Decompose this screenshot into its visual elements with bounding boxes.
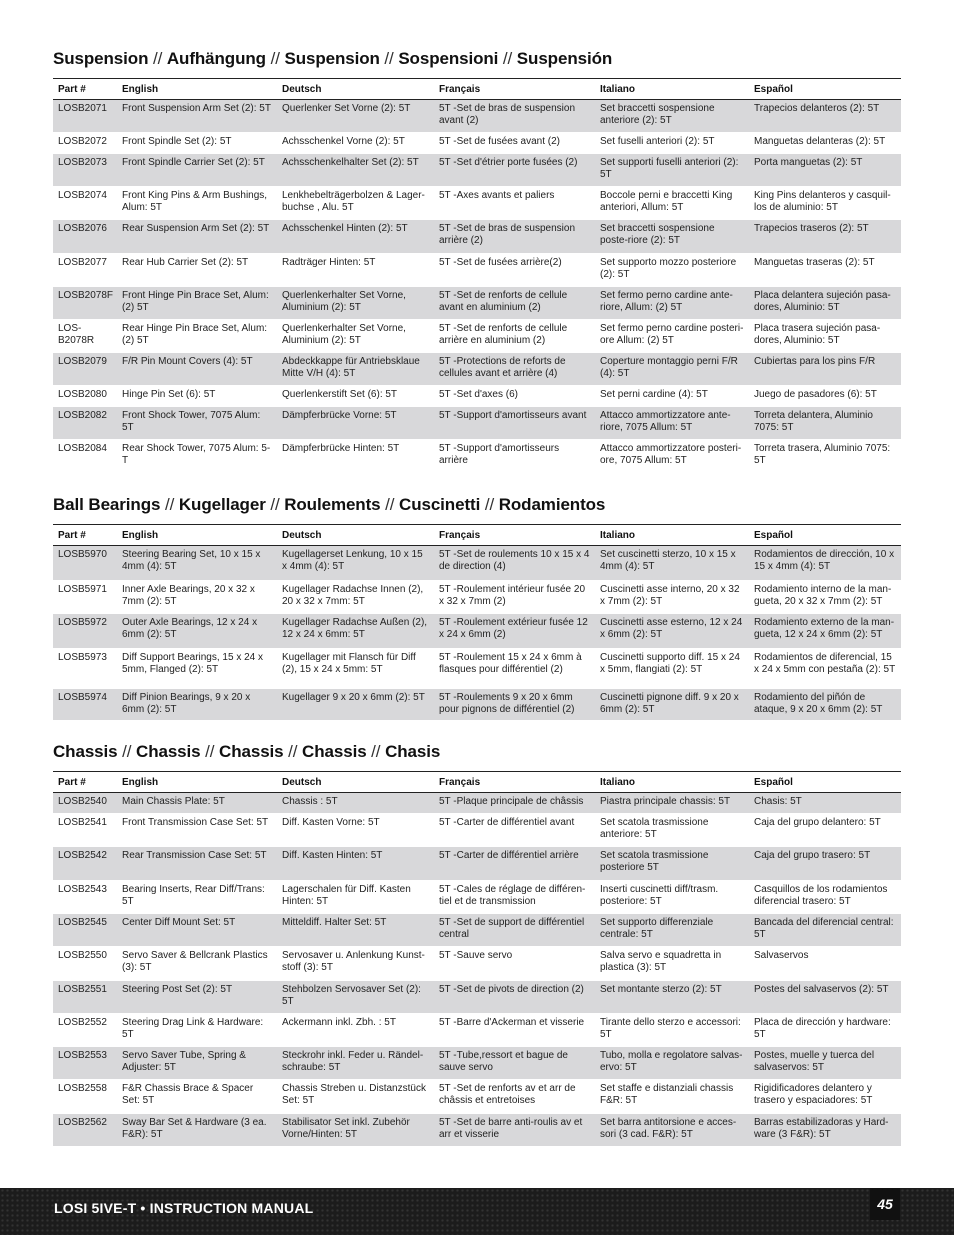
italiano-cell: Boccole perni e braccetti King anteriori, Allum: 5T <box>595 187 749 220</box>
part-number-cell: LOSB2551 <box>53 981 117 1014</box>
espanol-cell: Rodamiento del piñón de ataque, 9 x 20 x 6mm (2): 5T <box>749 689 901 721</box>
english-cell: Bearing Inserts, Rear Diff/Trans: 5T <box>117 881 277 914</box>
espanol-cell: Porta manguetas (2): 5T <box>749 154 901 187</box>
part-number-cell: LOSB2545 <box>53 914 117 947</box>
espanol-cell: Chasis: 5T <box>749 793 901 814</box>
english-cell: Front King Pins & Arm Bushings, Alum: 5T <box>117 187 277 220</box>
column-header: Part # <box>58 83 86 95</box>
italiano-cell: Tubo, molla e regolatore salvas-ervo: 5T <box>595 1047 749 1080</box>
english-cell: Hinge Pin Set (6): 5T <box>117 386 277 407</box>
table-row <box>53 881 901 914</box>
francais-cell: 5T -Support d'amortisseurs arrière <box>434 440 595 485</box>
francais-cell: 5T -Set de fusées avant (2) <box>434 133 595 154</box>
column-header: Français <box>439 83 481 95</box>
column-header: Italiano <box>600 529 636 541</box>
page-number: 45 <box>870 1188 900 1220</box>
english-cell: F/R Pin Mount Covers (4): 5T <box>117 353 277 386</box>
espanol-cell: Trapecios traseros (2): 5T <box>749 220 901 254</box>
italiano-cell: Set scatola trasmissione posteriore 5T <box>595 847 749 881</box>
table-row <box>53 320 901 353</box>
deutsch-cell: Ackermann inkl. Zbh. : 5T <box>277 1014 434 1047</box>
espanol-cell: Postes, muelle y tuerca del salvaservos: 5T <box>749 1047 901 1080</box>
italiano-cell: Cuscinetti pignone diff. 9 x 20 x 6mm (2): 5T <box>595 689 749 721</box>
part-number-cell: LOSB5970 <box>53 546 117 581</box>
english-cell: Rear Hub Carrier Set (2): 5T <box>117 254 277 287</box>
francais-cell: 5T -Set d'axes (6) <box>434 386 595 407</box>
column-header: Español <box>754 83 793 95</box>
table-row <box>53 793 901 814</box>
deutsch-cell: Kugellager Radachse Außen (2), 12 x 24 x 6mm: 5T <box>277 614 434 649</box>
deutsch-cell: Stehbolzen Servosaver Set (2): 5T <box>277 981 434 1014</box>
part-number-cell: LOSB2073 <box>53 154 117 187</box>
francais-cell: 5T -Set de support de différentiel central <box>434 914 595 947</box>
francais-cell: 5T -Roulement 15 x 24 x 6mm à flasques pour différentiel (2) <box>434 649 595 689</box>
part-number-cell: LOSB2084 <box>53 440 117 485</box>
italiano-cell: Set scatola trasmissione anteriore: 5T <box>595 814 749 847</box>
deutsch-cell: Kugellagerset Lenkung, 10 x 15 x 4mm (4): 5T <box>277 546 434 581</box>
deutsch-cell: Lagerschalen für Diff. Kasten Hinten: 5T <box>277 881 434 914</box>
espanol-cell: Caja del grupo trasero: 5T <box>749 847 901 881</box>
column-header: Español <box>754 776 793 788</box>
english-cell: Front Suspension Arm Set (2): 5T <box>117 100 277 133</box>
part-number-cell: LOS-B2078R <box>53 320 117 353</box>
italiano-cell: Salva servo e squadretta in plastica (3): 5T <box>595 947 749 981</box>
italiano-cell: Set supporti fuselli anteriori (2): 5T <box>595 154 749 187</box>
espanol-cell: Manguetas delanteras (2): 5T <box>749 133 901 154</box>
table-row <box>53 254 901 287</box>
deutsch-cell: Querlenkerhalter Set Vorne, Aluminium (2): 5T <box>277 287 434 320</box>
part-number-cell: LOSB2552 <box>53 1014 117 1047</box>
francais-cell: 5T -Set de renforts de cellule avant en aluminium (2) <box>434 287 595 320</box>
francais-cell: 5T -Set de roulements 10 x 15 x 4 de direction (4) <box>434 546 595 581</box>
espanol-cell: Postes del salvaservos (2): 5T <box>749 981 901 1014</box>
english-cell: Servo Saver & Bellcrank Plastics (3): 5T <box>117 947 277 981</box>
part-number-cell: LOSB2540 <box>53 793 117 814</box>
table-row <box>53 614 901 649</box>
francais-cell: 5T -Cales de réglage de différen-tiel et de transmission <box>434 881 595 914</box>
table-row <box>53 581 901 614</box>
italiano-cell: Set perni cardine (4): 5T <box>595 386 749 407</box>
column-header: English <box>122 776 159 788</box>
english-cell: Inner Axle Bearings, 20 x 32 x 7mm (2): 5T <box>117 581 277 614</box>
espanol-cell: Casquillos de los rodamientos diferencial trasero: 5T <box>749 881 901 914</box>
deutsch-cell: Kugellager 9 x 20 x 6mm (2): 5T <box>277 689 434 721</box>
francais-cell: 5T -Set d'étrier porte fusées (2) <box>434 154 595 187</box>
italiano-cell: Cuscinetti asse interno, 20 x 32 x 7mm (2): 5T <box>595 581 749 614</box>
deutsch-cell: Achsschenkel Vorne (2): 5T <box>277 133 434 154</box>
espanol-cell: Rodamientos de diferencial, 15 x 24 x 5mm con pestaña (2): 5T <box>749 649 901 689</box>
italiano-cell: Inserti cuscinetti diff/trasm. posteriore: 5T <box>595 881 749 914</box>
francais-cell: 5T -Protections de reforts de cellules avant et arrière (4) <box>434 353 595 386</box>
italiano-cell: Set cuscinetti sterzo, 10 x 15 x 4mm (4): 5T <box>595 546 749 581</box>
espanol-cell: Cubiertas para los pins F/R <box>749 353 901 386</box>
part-number-cell: LOSB2074 <box>53 187 117 220</box>
francais-cell: 5T -Roulements 9 x 20 x 6mm pour pignons de différentiel (2) <box>434 689 595 721</box>
espanol-cell: Bancada del diferencial central: 5T <box>749 914 901 947</box>
english-cell: Rear Shock Tower, 7075 Alum: 5-T <box>117 440 277 485</box>
francais-cell: 5T -Tube,ressort et bague de sauve servo <box>434 1047 595 1080</box>
francais-cell: 5T -Axes avants et paliers <box>434 187 595 220</box>
english-cell: Steering Post Set (2): 5T <box>117 981 277 1014</box>
italiano-cell: Set staffe e distanziali chassis F&R: 5T <box>595 1080 749 1114</box>
espanol-cell: Rigidificadores delantero y trasero y espaciadores: 5T <box>749 1080 901 1114</box>
espanol-cell: Placa de dirección y hardware: 5T <box>749 1014 901 1047</box>
part-number-cell: LOSB2542 <box>53 847 117 881</box>
column-header: Italiano <box>600 776 636 788</box>
italiano-cell: Set fermo perno cardine posteri-ore Allum: (2) 5T <box>595 320 749 353</box>
italiano-cell: Set supporto mozzo posteriore (2): 5T <box>595 254 749 287</box>
table-row <box>53 1080 901 1114</box>
espanol-cell: Placa delantera sujeción pasa-dores, Aluminio: 5T <box>749 287 901 320</box>
espanol-cell: Rodamientos de dirección, 10 x 15 x 4mm (4): 5T <box>749 546 901 581</box>
deutsch-cell: Chassis Streben u. Distanzstück Set: 5T <box>277 1080 434 1114</box>
francais-cell: 5T -Set de bras de suspension avant (2) <box>434 100 595 133</box>
deutsch-cell: Servosaver u. Anlenkung Kunst-stoff (3): 5T <box>277 947 434 981</box>
english-cell: Outer Axle Bearings, 12 x 24 x 6mm (2): 5T <box>117 614 277 649</box>
table-body <box>53 546 901 721</box>
table-row <box>53 386 901 407</box>
espanol-cell: Rodamiento interno de la man-gueta, 20 x 32 x 7mm (2): 5T <box>749 581 901 614</box>
francais-cell: 5T -Set de renforts av et arr de châssis et entretoises <box>434 1080 595 1114</box>
deutsch-cell: Achsschenkel Hinten (2): 5T <box>277 220 434 254</box>
column-header: Deutsch <box>282 529 322 541</box>
part-number-cell: LOSB5972 <box>53 614 117 649</box>
part-number-cell: LOSB2550 <box>53 947 117 981</box>
table-row <box>53 1047 901 1080</box>
italiano-cell: Coperture montaggio perni F/R (4): 5T <box>595 353 749 386</box>
italiano-cell: Set supporto differenziale centrale: 5T <box>595 914 749 947</box>
suspension-section <box>53 49 901 485</box>
column-header: English <box>122 83 159 95</box>
part-number-cell: LOSB5974 <box>53 689 117 721</box>
espanol-cell: Caja del grupo delantero: 5T <box>749 814 901 847</box>
espanol-cell: Torreta trasera, Aluminio 7075: 5T <box>749 440 901 485</box>
part-number-cell: LOSB2077 <box>53 254 117 287</box>
espanol-cell: Manguetas traseras (2): 5T <box>749 254 901 287</box>
part-number-cell: LOSB2541 <box>53 814 117 847</box>
italiano-cell: Set montante sterzo (2): 5T <box>595 981 749 1014</box>
francais-cell: 5T -Set de barre anti-roulis av et arr et visserie <box>434 1114 595 1147</box>
english-cell: Front Spindle Carrier Set (2): 5T <box>117 154 277 187</box>
italiano-cell: Set braccetti sospensione poste-riore (2): 5T <box>595 220 749 254</box>
espanol-cell: Trapecios delanteros (2): 5T <box>749 100 901 133</box>
part-number-cell: LOSB2543 <box>53 881 117 914</box>
italiano-cell: Cuscinetti supporto diff. 15 x 24 x 5mm, flangiati (2): 5T <box>595 649 749 689</box>
deutsch-cell: Querlenkerhalter Set Vorne, Aluminium (2): 5T <box>277 320 434 353</box>
part-number-cell: LOSB5973 <box>53 649 117 689</box>
espanol-cell: Placa trasera sujeción pasa-dores, Aluminio: 5T <box>749 320 901 353</box>
deutsch-cell: Radträger Hinten: 5T <box>277 254 434 287</box>
francais-cell: 5T -Roulement extérieur fusée 12 x 24 x 6mm (2) <box>434 614 595 649</box>
deutsch-cell: Diff. Kasten Hinten: 5T <box>277 847 434 881</box>
italiano-cell: Cuscinetti asse esterno, 12 x 24 x 6mm (2): 5T <box>595 614 749 649</box>
francais-cell: 5T -Roulement intérieur fusée 20 x 32 x 7mm (2) <box>434 581 595 614</box>
english-cell: Front Shock Tower, 7075 Alum: 5T <box>117 407 277 440</box>
italiano-cell: Set barra antitorsione e acces-sori (3 cad. F&R): 5T <box>595 1114 749 1147</box>
deutsch-cell: Chassis : 5T <box>277 793 434 814</box>
column-header: Italiano <box>600 83 636 95</box>
deutsch-cell: Querlenkerstift Set (6): 5T <box>277 386 434 407</box>
francais-cell: 5T -Barre d'Ackerman et visserie <box>434 1014 595 1047</box>
english-cell: Steering Bearing Set, 10 x 15 x 4mm (4): 5T <box>117 546 277 581</box>
francais-cell: 5T -Carter de différentiel arrière <box>434 847 595 881</box>
espanol-cell: Juego de pasadores (6): 5T <box>749 386 901 407</box>
deutsch-cell: Steckrohr inkl. Feder u. Rändel-schraube: 5T <box>277 1047 434 1080</box>
english-cell: Diff Support Bearings, 15 x 24 x 5mm, Flanged (2): 5T <box>117 649 277 689</box>
table-row <box>53 847 901 881</box>
francais-cell: 5T -Sauve servo <box>434 947 595 981</box>
ball-bearings-section <box>53 495 901 721</box>
table-row <box>53 1014 901 1047</box>
deutsch-cell: Mitteldiff. Halter Set: 5T <box>277 914 434 947</box>
column-header: Français <box>439 776 481 788</box>
table-row <box>53 133 901 154</box>
italiano-cell: Attacco ammortizzatore ante-riore, 7075 Allum: 5T <box>595 407 749 440</box>
english-cell: Front Spindle Set (2): 5T <box>117 133 277 154</box>
part-number-cell: LOSB2558 <box>53 1080 117 1114</box>
espanol-cell: Torreta delantera, Aluminio 7075: 5T <box>749 407 901 440</box>
table-row <box>53 100 901 133</box>
part-number-cell: LOSB2079 <box>53 353 117 386</box>
deutsch-cell: Kugellager mit Flansch für Diff (2), 15 x 24 x 5mm: 5T <box>277 649 434 689</box>
deutsch-cell: Abdeckkappe für Antriebsklaue Mitte V/H (4): 5T <box>277 353 434 386</box>
column-header: Part # <box>58 776 86 788</box>
part-number-cell: LOSB2072 <box>53 133 117 154</box>
italiano-cell: Attacco ammortizzatore posteri-ore, 7075 Allum: 5T <box>595 440 749 485</box>
table-row <box>53 914 901 947</box>
table-row <box>53 814 901 847</box>
italiano-cell: Tirante dello sterzo e accessori: 5T <box>595 1014 749 1047</box>
francais-cell: 5T -Set de bras de suspension arrière (2) <box>434 220 595 254</box>
english-cell: Center Diff Mount Set: 5T <box>117 914 277 947</box>
italiano-cell: Set fuselli anteriori (2): 5T <box>595 133 749 154</box>
part-number-cell: LOSB2076 <box>53 220 117 254</box>
section-title: Ball Bearings // Kugellager // Roulements // Cuscinetti // Rodamientos <box>53 495 606 514</box>
section-title: Chassis // Chassis // Chassis // Chassis // Chasis <box>53 742 441 761</box>
table-body <box>53 793 901 1147</box>
english-cell: Rear Suspension Arm Set (2): 5T <box>117 220 277 254</box>
deutsch-cell: Dämpferbrücke Hinten: 5T <box>277 440 434 485</box>
espanol-cell: Rodamiento externo de la man-gueta, 12 x 24 x 6mm (2): 5T <box>749 614 901 649</box>
table-row <box>53 187 901 220</box>
english-cell: Steering Drag Link & Hardware: 5T <box>117 1014 277 1047</box>
parts-table <box>53 524 901 721</box>
deutsch-cell: Kugellager Radachse Innen (2), 20 x 32 x 7mm: 5T <box>277 581 434 614</box>
deutsch-cell: Lenkhebelträgerbolzen & Lager-buchse , Alu. 5T <box>277 187 434 220</box>
column-header: Deutsch <box>282 83 322 95</box>
table-row <box>53 407 901 440</box>
parts-table <box>53 78 901 485</box>
english-cell: Front Transmission Case Set: 5T <box>117 814 277 847</box>
column-header: Part # <box>58 529 86 541</box>
table-row <box>53 947 901 981</box>
francais-cell: 5T -Set de renforts de cellule arrière en aluminium (2) <box>434 320 595 353</box>
part-number-cell: LOSB2071 <box>53 100 117 133</box>
table-row <box>53 981 901 1014</box>
english-cell: Main Chassis Plate: 5T <box>117 793 277 814</box>
table-header <box>53 79 901 100</box>
part-number-cell: LOSB2562 <box>53 1114 117 1147</box>
francais-cell: 5T -Set de pivots de direction (2) <box>434 981 595 1014</box>
english-cell: Rear Hinge Pin Brace Set, Alum: (2) 5T <box>117 320 277 353</box>
english-cell: Sway Bar Set & Hardware (3 ea. F&R): 5T <box>117 1114 277 1147</box>
english-cell: Servo Saver Tube, Spring & Adjuster: 5T <box>117 1047 277 1080</box>
espanol-cell: Salvaservos <box>749 947 901 981</box>
table-header <box>53 525 901 546</box>
deutsch-cell: Diff. Kasten Vorne: 5T <box>277 814 434 847</box>
espanol-cell: Barras estabilizadoras y Hard-ware (3 F&R): 5T <box>749 1114 901 1147</box>
parts-table <box>53 771 901 1147</box>
table-row <box>53 546 901 581</box>
table-row <box>53 649 901 689</box>
table-row <box>53 353 901 386</box>
italiano-cell: Piastra principale chassis: 5T <box>595 793 749 814</box>
table-row <box>53 1114 901 1147</box>
table-row <box>53 689 901 721</box>
table-row <box>53 154 901 187</box>
deutsch-cell: Dämpferbrücke Vorne: 5T <box>277 407 434 440</box>
english-cell: Front Hinge Pin Brace Set, Alum: (2) 5T <box>117 287 277 320</box>
table-row <box>53 287 901 320</box>
part-number-cell: LOSB2080 <box>53 386 117 407</box>
part-number-cell: LOSB5971 <box>53 581 117 614</box>
francais-cell: 5T -Support d'amortisseurs avant <box>434 407 595 440</box>
italiano-cell: Set fermo perno cardine ante-riore, Allum: (2) 5T <box>595 287 749 320</box>
column-header: Deutsch <box>282 776 322 788</box>
francais-cell: 5T -Plaque principale de châssis <box>434 793 595 814</box>
deutsch-cell: Achsschenkelhalter Set (2): 5T <box>277 154 434 187</box>
table-body <box>53 100 901 485</box>
italiano-cell: Set braccetti sospensione anteriore (2): 5T <box>595 100 749 133</box>
francais-cell: 5T -Set de fusées arrière(2) <box>434 254 595 287</box>
english-cell: F&R Chassis Brace & Spacer Set: 5T <box>117 1080 277 1114</box>
part-number-cell: LOSB2082 <box>53 407 117 440</box>
deutsch-cell: Querlenker Set Vorne (2): 5T <box>277 100 434 133</box>
column-header: English <box>122 529 159 541</box>
page-footer <box>0 1188 954 1235</box>
francais-cell: 5T -Carter de différentiel avant <box>434 814 595 847</box>
table-header <box>53 772 901 793</box>
manual-title: LOSI 5IVE-T • INSTRUCTION MANUAL <box>54 1200 314 1216</box>
espanol-cell: King Pins delanteros y casquil-los de aluminio: 5T <box>749 187 901 220</box>
english-cell: Diff Pinion Bearings, 9 x 20 x 6mm (2): 5T <box>117 689 277 721</box>
table-row <box>53 220 901 254</box>
part-number-cell: LOSB2078F <box>53 287 117 320</box>
part-number-cell: LOSB2553 <box>53 1047 117 1080</box>
section-title: Suspension // Aufhängung // Suspension // Sospensioni // Suspensión <box>53 49 613 68</box>
deutsch-cell: Stabilisator Set inkl. Zubehör Vorne/Hinten: 5T <box>277 1114 434 1147</box>
table-row <box>53 440 901 485</box>
column-header: Español <box>754 529 793 541</box>
chassis-section <box>53 742 901 1147</box>
english-cell: Rear Transmission Case Set: 5T <box>117 847 277 881</box>
column-header: Français <box>439 529 481 541</box>
